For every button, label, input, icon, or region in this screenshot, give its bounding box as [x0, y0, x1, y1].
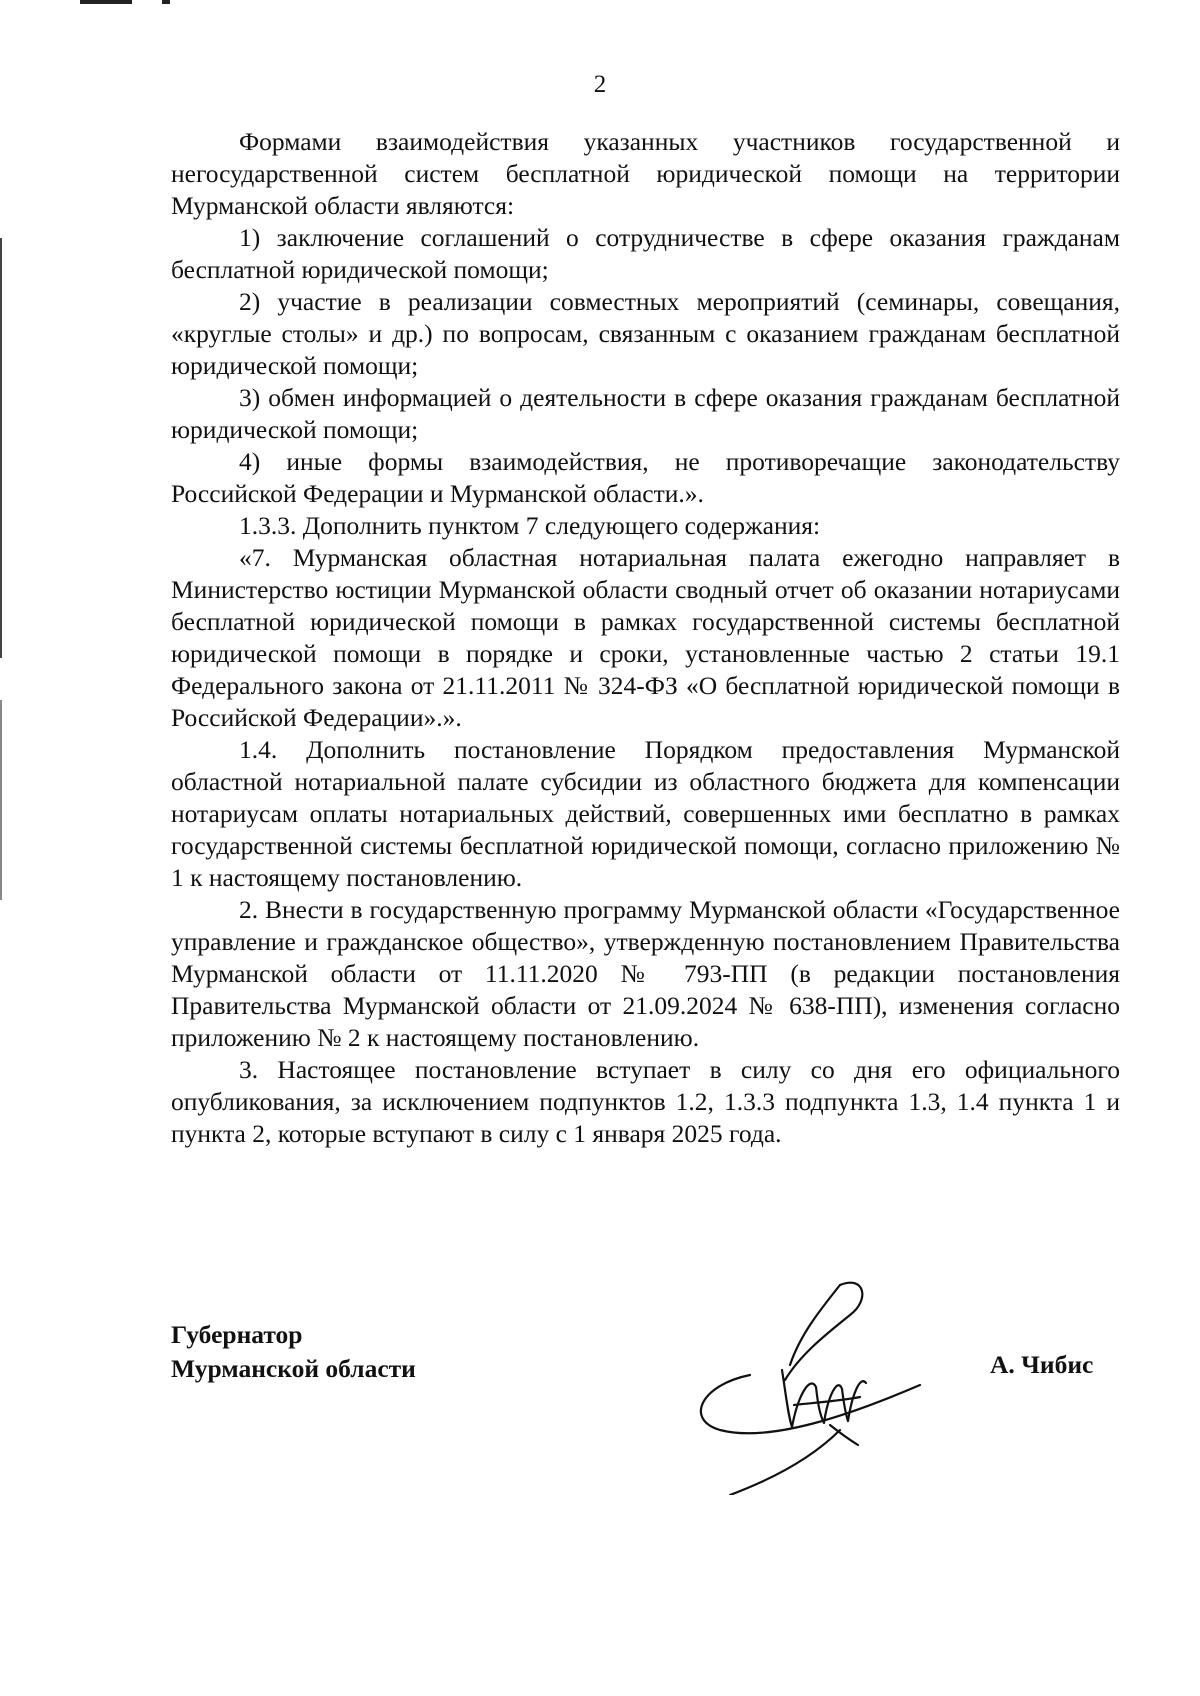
paragraph-item-2: 2) участие в реализации совместных мероприятий (семинары, совещания, «круглые столы» и др.) по вопросам, связанным с оказанием гражданам бесплатной юридической помощи; [171, 287, 1120, 380]
document-body [171, 126, 1120, 1150]
signatory-position-line-1: Губернатор [171, 1320, 303, 1349]
signatory-name: А. Чибис [990, 1350, 1094, 1379]
paragraph-1-4: 1.4. Дополнить постановление Порядком предоставления Мурманской областной нотариальной палате субсидии из областного бюджета для компенсации нотариусам оплаты нотариальных действий, совершенных ими бесплатно в рамках государственной системы бесплатной юридической помощи, согласно приложению № 1 к настоящему постановлению. [171, 735, 1120, 892]
paragraph-item-3: 3) обмен информацией о деятельности в сфере оказания гражданам бесплатной юридической помощи; [171, 383, 1120, 444]
signatory-position [171, 1318, 416, 1386]
paragraph-point-7: «7. Мурманская областная нотариальная палата ежегодно направляет в Министерство юстиции Мурманской области сводный отчет об оказании нотариусами бесплатной юридической помощи в рамках государственной системы бесплатной юридической помощи в порядке и сроки, установленные частью 2 статьи 19.1 Федерального закона от 21.11.2011 № 324-ФЗ «О бесплатной юридической помощи в Российской Федерации».». [171, 543, 1120, 732]
page-number: 2 [593, 71, 607, 98]
paragraph-interaction-forms: Формами взаимодействия указанных участников государственной и негосударственной систем бесплатной юридической помощи на территории Мурманской области являются: [171, 127, 1120, 220]
handwritten-signature [690, 1265, 940, 1495]
signatory-position-line-2: Мурманской области [171, 1354, 416, 1383]
paragraph-item-1: 1) заключение соглашений о сотрудничестве в сфере оказания гражданам бесплатной юридической помощи; [171, 223, 1120, 284]
paragraph-item-4: 4) иные формы взаимодействия, не противоречащие законодательству Российской Федерации и Мурманской области.». [171, 447, 1120, 508]
paragraph-1-3-3: 1.3.3. Дополнить пунктом 7 следующего содержания: [239, 511, 821, 540]
paragraph-3: 3. Настоящее постановление вступает в силу со дня его официального опубликования, за исключением подпунктов 1.2, 1.3.3 подпункта 1.3, 1.4 пункта 1 и пункта 2, которые вступают в силу с 1 января 2025 года. [171, 1055, 1120, 1148]
paragraph-2: 2. Внести в государственную программу Мурманской области «Государственное управление и гражданское общество», утвержденную постановлением Правительства Мурманской области от 11.11.2020 № 793-ПП (в редакции постановления Правительства Мурманской области от 21.09.2024 № 638-ПП), изменения согласно приложению № 2 к настоящему постановлению. [171, 895, 1120, 1052]
